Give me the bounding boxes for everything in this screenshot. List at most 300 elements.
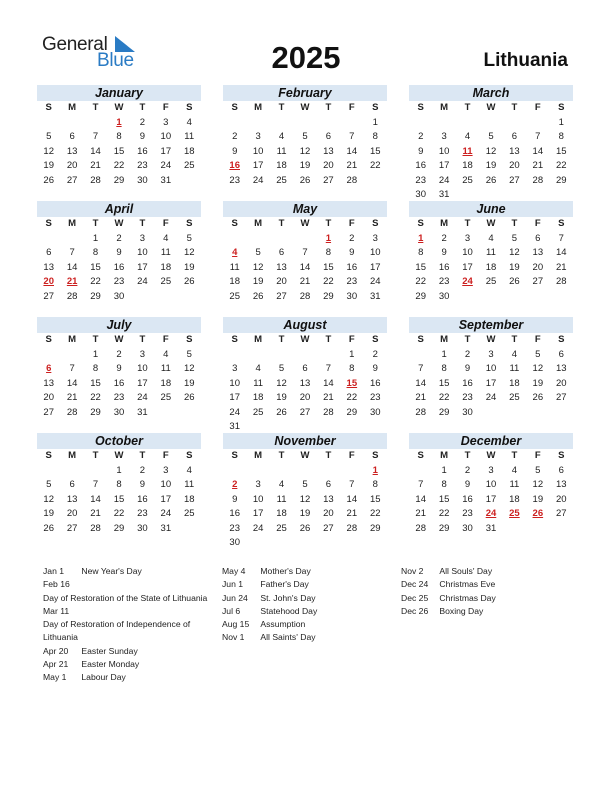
day-cell: 25 — [229, 290, 240, 302]
week-row — [223, 159, 387, 174]
day-cell: 15 — [438, 493, 450, 505]
day-cell: 17 — [229, 392, 240, 403]
month-name: September — [409, 317, 573, 333]
logo-text-blue: Blue — [97, 50, 134, 71]
day-cell: 18 — [485, 261, 497, 273]
day-cell: 25 — [276, 174, 287, 186]
day-cell: 27 — [276, 290, 287, 302]
day-cell: 22 — [438, 392, 450, 403]
day-cell: 19 — [276, 392, 287, 403]
weekday-label: S — [417, 334, 424, 345]
weekday-label: W — [300, 102, 310, 113]
day-cell: 20 — [509, 160, 520, 171]
day-cell: 14 — [66, 261, 78, 273]
weekday-label: T — [325, 218, 332, 229]
day-cell: 23 — [346, 276, 358, 287]
holiday-date: Dec 26 — [401, 605, 429, 616]
holiday-date: Dec 25 — [401, 592, 429, 603]
day-cell — [456, 116, 479, 131]
day-cell: 3 — [163, 464, 169, 476]
day-cell: 13 — [66, 145, 78, 157]
weekday-label: S — [45, 218, 52, 229]
holiday-date: Mar 11 — [43, 605, 70, 616]
day-cell: 2 — [464, 464, 471, 476]
day-cell: 11 — [509, 479, 520, 490]
holiday-column — [43, 565, 215, 685]
day-cell — [526, 116, 549, 131]
week-row — [223, 348, 387, 363]
month-name: June — [409, 201, 573, 217]
day-cell: 1 — [558, 116, 564, 128]
day-cell: 9 — [464, 479, 471, 490]
day-cell: 7 — [349, 479, 355, 490]
day-cell — [503, 522, 526, 537]
day-cell: 15 — [415, 261, 426, 273]
day-cell: 17 — [252, 508, 264, 519]
day-cell: 15 — [438, 377, 450, 389]
day-cell: 25 — [160, 276, 172, 287]
day-cell: 3 — [488, 464, 494, 476]
day-cell: 28 — [415, 406, 426, 418]
day-cell: 14 — [555, 247, 567, 258]
week-row — [409, 406, 573, 421]
holiday-name: Labour Day — [81, 672, 126, 683]
day-cell: 18 — [160, 377, 172, 389]
day-cell — [526, 406, 549, 421]
weekday-header-row — [37, 101, 201, 116]
day-cell: 18 — [509, 493, 520, 505]
day-cell: 10 — [252, 145, 264, 157]
day-cell: 27 — [66, 174, 78, 186]
week-row — [37, 522, 201, 537]
day-cell: 30 — [346, 290, 358, 302]
holiday-day-cell: 21 — [66, 276, 78, 287]
day-cell — [456, 290, 479, 305]
day-cell: 16 — [438, 261, 450, 273]
day-cell: 17 — [438, 160, 450, 171]
weekday-label: S — [231, 102, 238, 113]
day-cell: 27 — [43, 406, 54, 418]
day-cell: 22 — [415, 276, 426, 287]
day-cell: 29 — [438, 522, 450, 534]
holiday-entry — [43, 605, 215, 645]
holiday-entry — [401, 592, 496, 605]
day-cell: 2 — [116, 232, 122, 244]
day-cell: 18 — [276, 508, 287, 519]
day-cell: 1 — [116, 464, 122, 476]
weekday-label: T — [464, 334, 471, 345]
weekday-label: F — [534, 450, 541, 461]
day-cell: 7 — [418, 363, 424, 374]
weekday-label: M — [254, 334, 263, 345]
holiday-entry — [43, 658, 215, 671]
day-cell: 10 — [160, 479, 172, 490]
week-row — [37, 478, 201, 493]
week-row — [223, 246, 387, 261]
holiday-entry — [401, 605, 496, 618]
weekday-label: S — [186, 450, 193, 461]
day-cell — [503, 406, 526, 421]
day-cell: 1 — [441, 348, 447, 360]
day-cell: 19 — [299, 160, 311, 171]
day-cell: 6 — [535, 232, 541, 244]
holiday-entry — [222, 565, 317, 578]
day-cell: 17 — [462, 261, 473, 273]
week-row — [37, 391, 201, 406]
day-cell: 25 — [160, 392, 172, 403]
holiday-entry — [43, 645, 215, 658]
day-cell: 10 — [485, 479, 497, 490]
day-cell — [409, 464, 432, 479]
day-cell: 19 — [485, 160, 497, 171]
day-cell: 15 — [555, 145, 567, 157]
week-row — [409, 478, 573, 493]
day-cell: 17 — [369, 261, 381, 273]
weekday-label: T — [511, 450, 518, 461]
day-cell: 21 — [415, 508, 426, 519]
day-cell — [60, 116, 83, 131]
day-cell: 1 — [349, 348, 355, 360]
weekday-label: S — [372, 218, 379, 229]
day-cell: 4 — [511, 464, 518, 476]
week-row — [409, 261, 573, 276]
day-cell — [479, 406, 502, 421]
weekday-label: T — [325, 450, 332, 461]
day-cell: 7 — [349, 131, 355, 142]
day-cell: 13 — [43, 377, 54, 389]
day-cell: 31 — [369, 290, 381, 302]
day-cell: 7 — [92, 479, 99, 490]
day-cell: 14 — [299, 261, 311, 273]
month-february — [223, 85, 387, 188]
weekday-label: M — [440, 334, 449, 345]
day-cell: 8 — [325, 247, 332, 258]
day-cell: 27 — [532, 276, 544, 287]
day-cell: 16 — [346, 261, 358, 273]
day-cell — [317, 464, 340, 479]
day-cell: 24 — [252, 522, 264, 534]
holiday-entry — [222, 618, 317, 631]
month-july — [37, 317, 201, 420]
day-cell: 17 — [485, 493, 497, 505]
weekday-label: T — [92, 102, 99, 113]
week-row — [409, 493, 573, 508]
day-cell: 8 — [116, 479, 122, 490]
day-cell: 4 — [488, 232, 494, 244]
day-cell: 17 — [485, 377, 497, 389]
weekday-label: S — [186, 218, 193, 229]
week-row — [37, 406, 201, 421]
day-cell: 8 — [372, 479, 378, 490]
day-cell: 9 — [464, 363, 471, 374]
week-row — [223, 130, 387, 145]
day-cell: 27 — [509, 174, 520, 186]
day-cell: 28 — [346, 522, 358, 534]
day-cell — [293, 232, 316, 247]
month-name: April — [37, 201, 201, 217]
weekday-label: F — [162, 334, 169, 345]
day-cell: 26 — [43, 174, 54, 186]
day-cell: 31 — [137, 406, 148, 418]
day-cell: 15 — [369, 145, 381, 157]
weekday-label: S — [231, 334, 238, 345]
calendar-year: 2025 — [271, 40, 341, 75]
weekday-label: S — [231, 450, 238, 461]
day-cell: 19 — [43, 508, 54, 519]
day-cell — [246, 348, 269, 363]
day-cell: 28 — [66, 406, 78, 418]
day-cell — [270, 232, 293, 247]
month-name: November — [223, 433, 387, 449]
day-cell: 8 — [92, 247, 99, 258]
day-cell: 18 — [462, 160, 473, 171]
day-cell: 18 — [252, 392, 264, 403]
day-cell — [246, 232, 269, 247]
day-cell: 6 — [46, 247, 52, 258]
weekday-label: M — [254, 102, 263, 113]
day-cell: 22 — [346, 392, 358, 403]
day-cell — [270, 536, 293, 551]
week-row — [223, 232, 387, 247]
day-cell: 3 — [441, 131, 447, 142]
holiday-day-cell: 24 — [462, 276, 473, 287]
holiday-name: All Saints' Day — [260, 632, 316, 643]
week-row — [223, 174, 387, 189]
day-cell: 14 — [346, 145, 358, 157]
day-cell: 13 — [509, 145, 520, 157]
day-cell: 6 — [511, 131, 518, 142]
holiday-column — [401, 565, 496, 618]
day-cell — [317, 536, 340, 551]
holiday-date: Aug 15 — [222, 619, 250, 630]
day-cell — [364, 174, 387, 189]
day-cell: 7 — [325, 363, 332, 374]
day-cell — [178, 522, 201, 537]
week-row — [409, 377, 573, 392]
weekday-header-row — [223, 101, 387, 116]
holiday-entry — [43, 578, 215, 605]
day-cell: 26 — [485, 174, 497, 186]
day-cell: 23 — [229, 522, 240, 534]
day-cell — [270, 348, 293, 363]
day-cell: 11 — [229, 261, 240, 273]
holiday-name: Statehood Day — [260, 605, 318, 616]
day-cell: 2 — [139, 464, 146, 476]
day-cell: 25 — [252, 406, 264, 418]
weekday-label: T — [464, 102, 471, 113]
day-cell: 8 — [441, 479, 447, 490]
day-cell: 31 — [485, 522, 497, 534]
day-cell: 22 — [555, 160, 567, 171]
day-cell: 25 — [485, 276, 497, 287]
day-cell: 13 — [323, 493, 334, 505]
day-cell: 22 — [438, 508, 450, 519]
day-cell: 5 — [186, 232, 192, 244]
day-cell: 12 — [252, 261, 264, 273]
month-name: March — [409, 85, 573, 101]
day-cell: 9 — [116, 247, 122, 258]
day-cell — [246, 536, 269, 551]
day-cell: 10 — [462, 247, 473, 258]
day-cell: 19 — [509, 261, 520, 273]
weekday-label: T — [278, 218, 285, 229]
day-cell: 19 — [252, 276, 264, 287]
weekday-label: W — [486, 218, 496, 229]
day-cell: 23 — [137, 160, 148, 171]
weekday-label: S — [45, 102, 52, 113]
weekday-label: S — [372, 102, 379, 113]
day-cell: 14 — [90, 493, 101, 505]
day-cell: 5 — [535, 348, 541, 360]
weekday-label: F — [348, 102, 355, 113]
weekday-label: S — [417, 450, 424, 461]
week-row — [409, 290, 573, 305]
day-cell: 26 — [299, 522, 311, 534]
day-cell: 10 — [438, 145, 450, 157]
day-cell: 24 — [252, 174, 264, 186]
holiday-day-cell: 15 — [346, 377, 358, 389]
day-cell: 15 — [113, 493, 125, 505]
day-cell — [293, 464, 316, 479]
day-cell: 19 — [532, 493, 544, 505]
day-cell — [154, 406, 177, 421]
holiday-date: May 4 — [222, 566, 246, 576]
day-cell: 5 — [302, 479, 308, 490]
weekday-label: S — [186, 102, 193, 113]
month-april — [37, 201, 201, 304]
day-cell: 6 — [69, 479, 75, 490]
weekday-header-row — [223, 217, 387, 232]
day-cell: 5 — [46, 479, 52, 490]
day-cell: 6 — [278, 247, 285, 258]
holiday-date: Jun 1 — [222, 579, 244, 590]
weekday-label: S — [558, 102, 565, 113]
holiday-name: Father's Day — [260, 579, 309, 590]
weekday-label: F — [534, 218, 541, 229]
day-cell — [409, 348, 432, 363]
day-cell: 7 — [69, 247, 75, 258]
day-cell: 26 — [252, 290, 264, 302]
week-row — [409, 246, 573, 261]
day-cell: 24 — [485, 392, 497, 403]
day-cell: 17 — [160, 493, 172, 505]
holiday-entry — [222, 631, 317, 644]
day-cell: 23 — [229, 174, 240, 186]
holiday-entry — [43, 671, 215, 684]
day-cell: 28 — [299, 290, 311, 302]
day-cell: 14 — [90, 145, 101, 157]
weekday-label: M — [254, 218, 263, 229]
weekday-header-row — [223, 449, 387, 464]
day-cell: 12 — [43, 145, 54, 157]
day-cell: 22 — [369, 508, 381, 519]
day-cell: 30 — [137, 522, 148, 534]
day-cell: 31 — [229, 421, 240, 432]
day-cell: 24 — [137, 276, 148, 287]
week-row — [37, 232, 201, 247]
weekday-label: T — [278, 450, 285, 461]
weekday-label: S — [558, 334, 565, 345]
day-cell — [317, 348, 340, 363]
day-cell: 29 — [438, 406, 450, 418]
weekday-label: T — [464, 218, 471, 229]
day-cell: 27 — [555, 508, 567, 519]
day-cell: 12 — [509, 247, 520, 258]
day-cell: 8 — [441, 363, 447, 374]
day-cell: 23 — [113, 276, 125, 287]
day-cell: 12 — [183, 247, 195, 258]
day-cell: 1 — [441, 464, 447, 476]
day-cell: 12 — [485, 145, 497, 157]
day-cell: 5 — [186, 348, 192, 360]
day-cell — [340, 116, 363, 131]
day-cell — [178, 290, 201, 305]
week-row — [409, 159, 573, 174]
weekday-label: F — [162, 218, 169, 229]
day-cell — [293, 116, 316, 131]
week-row — [37, 145, 201, 160]
day-cell: 27 — [299, 406, 311, 418]
day-cell — [409, 116, 432, 131]
weekday-label: S — [558, 218, 565, 229]
week-row — [223, 478, 387, 493]
day-cell: 30 — [462, 406, 473, 418]
day-cell — [223, 232, 246, 247]
day-cell — [60, 348, 83, 363]
day-cell: 29 — [90, 406, 101, 418]
day-cell: 16 — [137, 493, 148, 505]
month-name: July — [37, 317, 201, 333]
day-cell: 15 — [113, 145, 125, 157]
day-cell: 25 — [183, 160, 195, 171]
day-cell: 20 — [43, 392, 54, 403]
weekday-label: W — [114, 450, 124, 461]
month-march — [409, 85, 573, 203]
day-cell: 10 — [137, 247, 148, 258]
day-cell: 3 — [372, 232, 378, 244]
day-cell: 30 — [113, 290, 125, 302]
weekday-label: W — [114, 102, 124, 113]
day-cell: 24 — [160, 160, 172, 171]
week-row — [37, 261, 201, 276]
day-cell: 14 — [532, 145, 544, 157]
holiday-name: Day of Restoration of Independence of Lithuania — [43, 619, 191, 643]
weekday-label: W — [114, 218, 124, 229]
weekday-header-row — [37, 333, 201, 348]
holiday-name: Mother's Day — [260, 566, 311, 576]
holiday-name: Boxing Day — [439, 605, 484, 616]
month-september — [409, 317, 573, 420]
week-row — [37, 464, 201, 479]
week-row — [409, 232, 573, 247]
weekday-label: T — [464, 450, 471, 461]
holiday-entry — [222, 605, 317, 618]
weekday-label: T — [325, 102, 332, 113]
day-cell: 11 — [184, 479, 195, 490]
day-cell: 19 — [532, 377, 544, 389]
holiday-column — [222, 565, 317, 645]
week-row — [223, 391, 387, 406]
day-cell: 7 — [302, 247, 308, 258]
day-cell: 17 — [137, 261, 148, 273]
day-cell — [479, 116, 502, 131]
holiday-name: Day of Restoration of the State of Lithuania — [43, 592, 208, 603]
week-row — [409, 275, 573, 290]
weekday-label: T — [278, 102, 285, 113]
holiday-day-cell: 1 — [116, 116, 122, 128]
day-cell: 7 — [69, 363, 75, 374]
day-cell: 7 — [418, 479, 424, 490]
